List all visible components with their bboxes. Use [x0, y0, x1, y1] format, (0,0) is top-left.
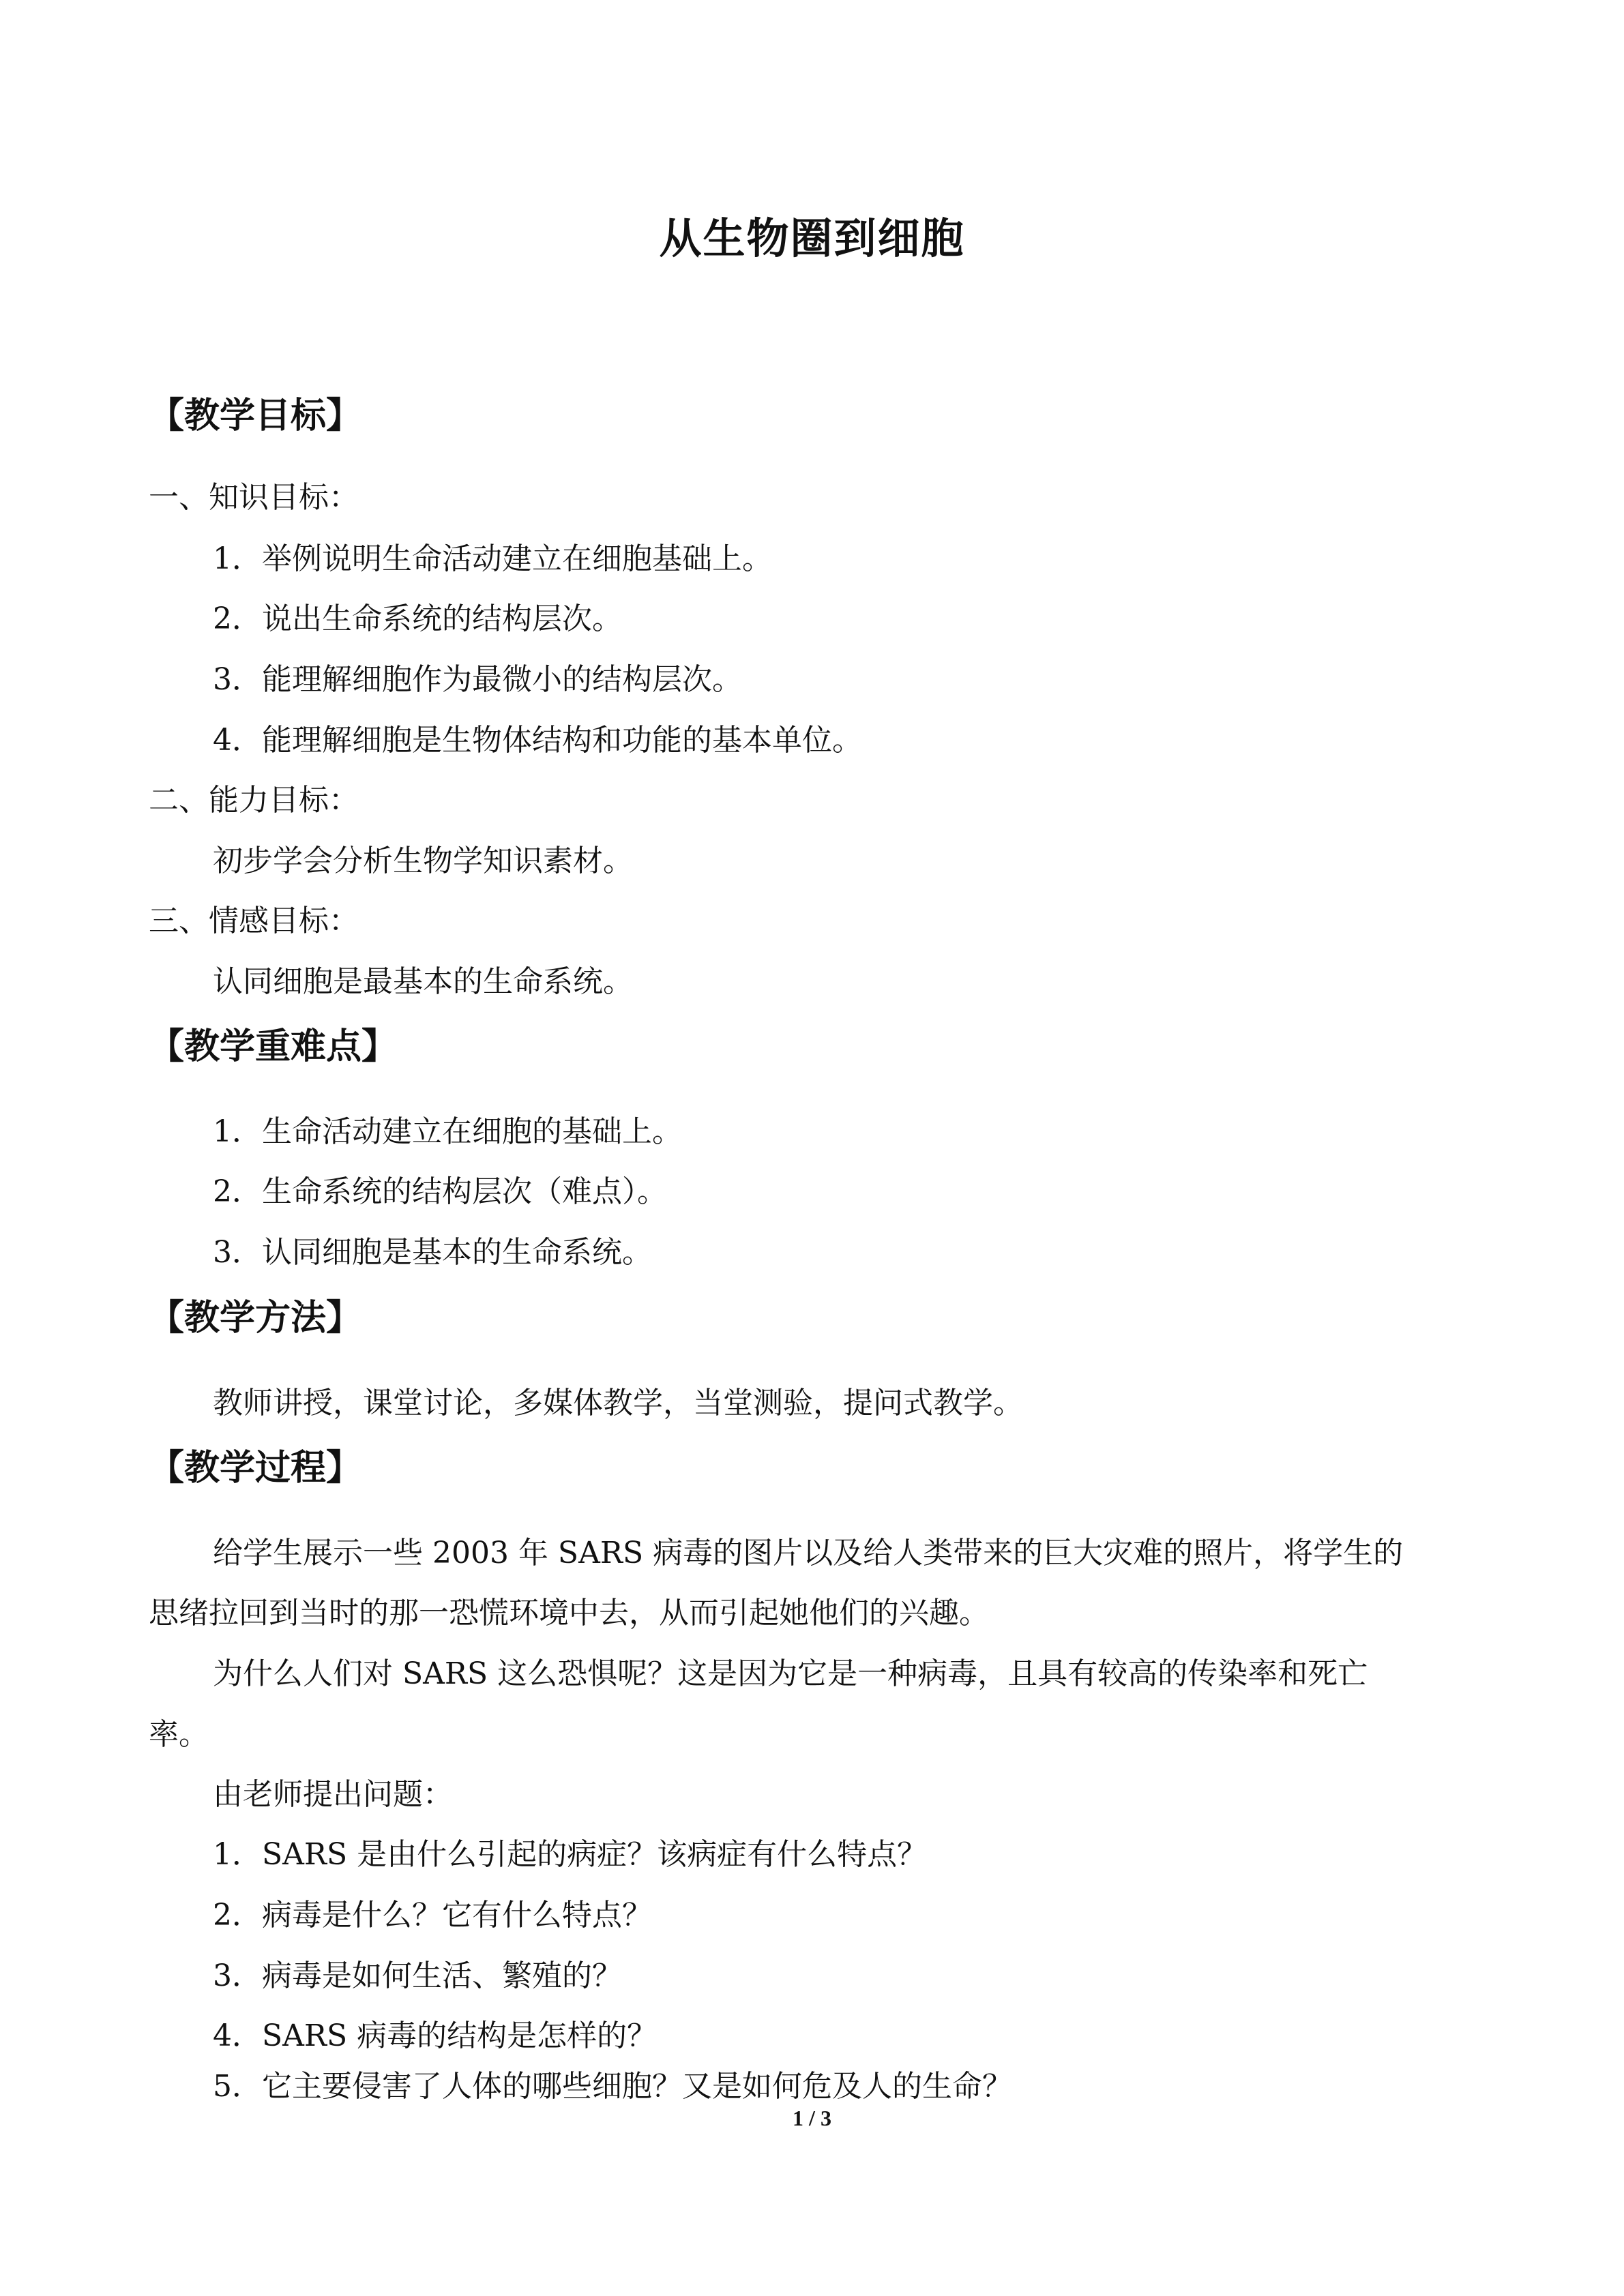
process-paragraph-line: 为什么人们对 SARS 这么恐惧呢？这是因为它是一种病毒，且具有较高的传染率和死亡 — [213, 1656, 1368, 1691]
process-question-item: 2．病毒是什么？它有什么特点？ — [213, 1898, 652, 1933]
process-paragraph-line: 率。 — [149, 1717, 209, 1752]
knowledge-item: 1．举例说明生命活动建立在细胞基础上。 — [213, 541, 772, 576]
section-heading-methods: 【教学方法】 — [149, 1298, 362, 1339]
subheading-emotion: 三、情感目标： — [149, 904, 359, 938]
key-point-item: 1．生命活动建立在细胞的基础上。 — [213, 1114, 682, 1149]
process-question-item: 3．病毒是如何生活、繁殖的？ — [213, 1958, 622, 1993]
knowledge-item: 4．能理解细胞是生物体结构和功能的基本单位。 — [213, 723, 862, 758]
section-heading-key-points: 【教学重难点】 — [149, 1026, 398, 1067]
subheading-ability: 二、能力目标： — [149, 783, 359, 818]
knowledge-item: 3．能理解细胞作为最微小的结构层次。 — [213, 662, 742, 697]
page-title: 从生物圈到细胞 — [659, 213, 965, 263]
process-paragraph-line: 思绪拉回到当时的那一恐慌环境中去，从而引起她他们的兴趣。 — [149, 1596, 989, 1630]
process-question-intro: 由老师提出问题： — [213, 1777, 453, 1812]
methods-text: 教师讲授，课堂讨论，多媒体教学，当堂测验，提问式教学。 — [213, 1386, 1023, 1420]
key-point-item: 2．生命系统的结构层次（难点）。 — [213, 1174, 667, 1209]
process-paragraph-line: 给学生展示一些 2003 年 SARS 病毒的图片以及给人类带来的巨大灾难的照片，将学生的 — [213, 1536, 1404, 1570]
subheading-knowledge: 一、知识目标： — [149, 480, 359, 515]
process-question-item: 5．它主要侵害了人体的哪些细胞？又是如何危及人的生命？ — [213, 2069, 1012, 2104]
process-question-item: 4．SARS 病毒的结构是怎样的？ — [213, 2018, 658, 2053]
section-heading-process: 【教学过程】 — [149, 1448, 362, 1489]
emotion-text: 认同细胞是最基本的生命系统。 — [213, 964, 633, 999]
key-point-item: 3．认同细胞是基本的生命系统。 — [213, 1235, 652, 1270]
ability-text: 初步学会分析生物学知识素材。 — [213, 844, 633, 878]
page-number: 1 / 3 — [793, 2106, 831, 2130]
process-question-item: 1．SARS 是由什么引起的病症？该病症有什么特点？ — [213, 1837, 928, 1872]
section-heading-objectives: 【教学目标】 — [149, 396, 362, 436]
knowledge-item: 2．说出生命系统的结构层次。 — [213, 601, 622, 636]
